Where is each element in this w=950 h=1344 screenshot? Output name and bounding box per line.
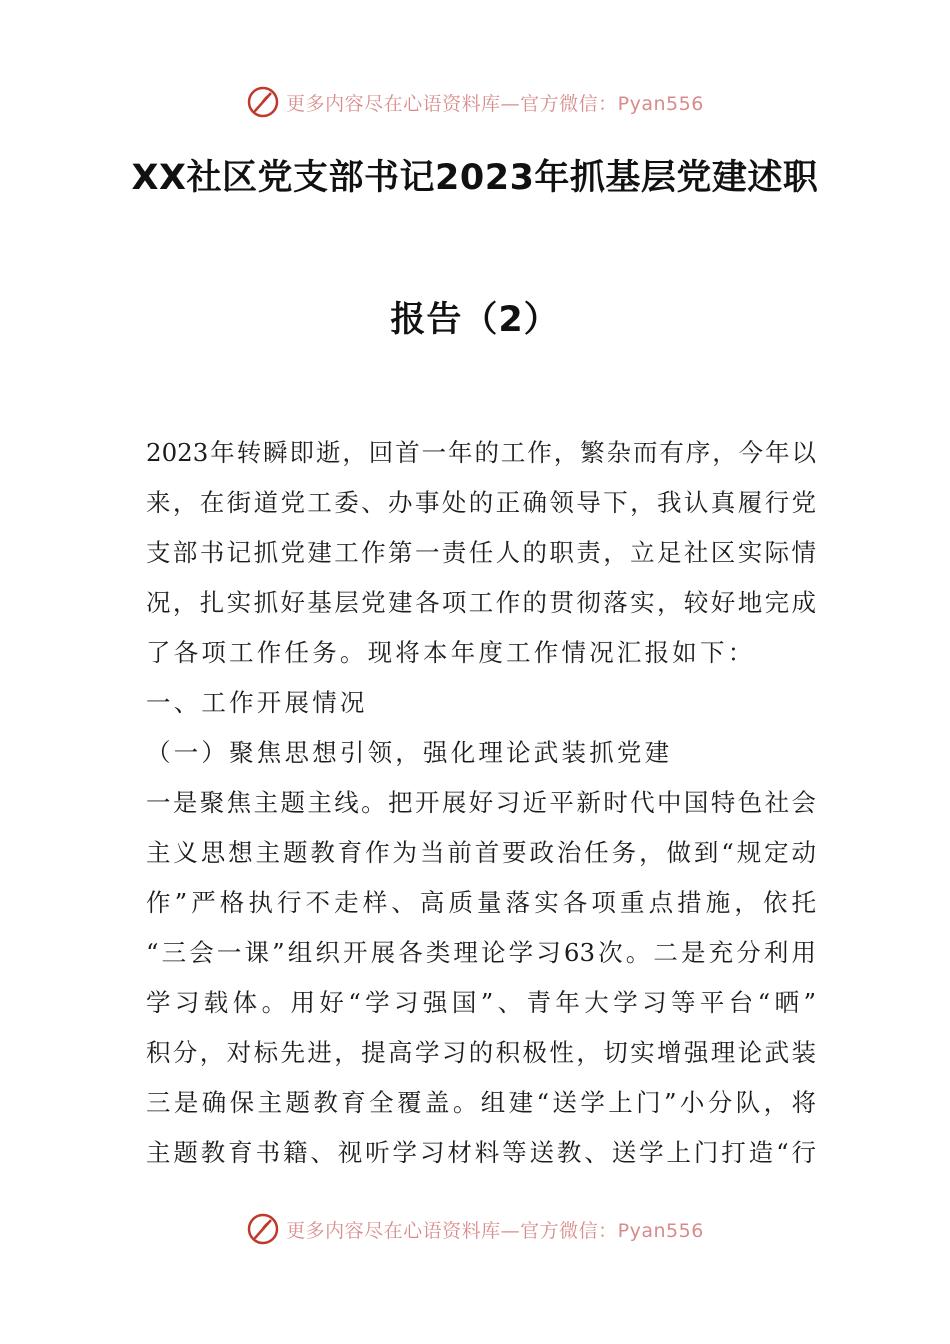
body-line: 学习载体。用好“学习强国”、青年大学习等平台“晒” xyxy=(146,988,816,1017)
body-line: 了各项工作任务。现将本年度工作情况汇报如下： xyxy=(146,638,756,667)
footer-watermark xyxy=(0,1209,950,1249)
watermark-text: 更多内容尽在心语资料库—官方微信：Pyan556 xyxy=(286,92,704,115)
body-line: 一是聚焦主题主线。把开展好习近平新时代中国特色社会 xyxy=(146,788,816,817)
body-line: 作”严格执行不走样、高质量落实各项重点措施，依托 xyxy=(146,888,816,917)
quill-logo-icon xyxy=(246,85,280,119)
section-heading: 一、工作开展情况 xyxy=(146,688,368,717)
body-line: 来，在街道党工委、办事处的正确领导下，我认真履行党 xyxy=(146,488,816,517)
subsection-heading: （一）聚焦思想引领，强化理论武装抓党建 xyxy=(146,738,673,767)
document-title-line-2: 报告（2） xyxy=(390,300,560,340)
header-watermark xyxy=(0,82,950,122)
document-title-line-1: XX社区党支部书记2023年抓基层党建述职 xyxy=(131,158,819,198)
body-line: 积分，对标先进，提高学习的积极性，切实增强理论武装 xyxy=(146,1038,816,1067)
document-body xyxy=(146,428,816,1178)
quill-logo-icon xyxy=(246,1212,280,1246)
body-line: “三会一课”组织开展各类理论学习63次。二是充分利用 xyxy=(146,938,816,967)
body-line: 三是确保主题教育全覆盖。组建“送学上门”小分队，将 xyxy=(146,1088,816,1117)
watermark-text: 更多内容尽在心语资料库—官方微信：Pyan556 xyxy=(286,1219,704,1242)
body-line: 况，扎实抓好基层党建各项工作的贯彻落实，较好地完成 xyxy=(146,588,816,617)
body-line: 主义思想主题教育作为当前首要政治任务，做到“规定动 xyxy=(146,838,816,867)
body-line: 主题教育书籍、视听学习材料等送教、送学上门打造“行 xyxy=(146,1138,816,1167)
body-line: 2023年转瞬即逝，回首一年的工作，繁杂而有序，今年以 xyxy=(146,438,816,467)
body-line: 支部书记抓党建工作第一责任人的职责，立足社区实际情 xyxy=(146,538,816,567)
